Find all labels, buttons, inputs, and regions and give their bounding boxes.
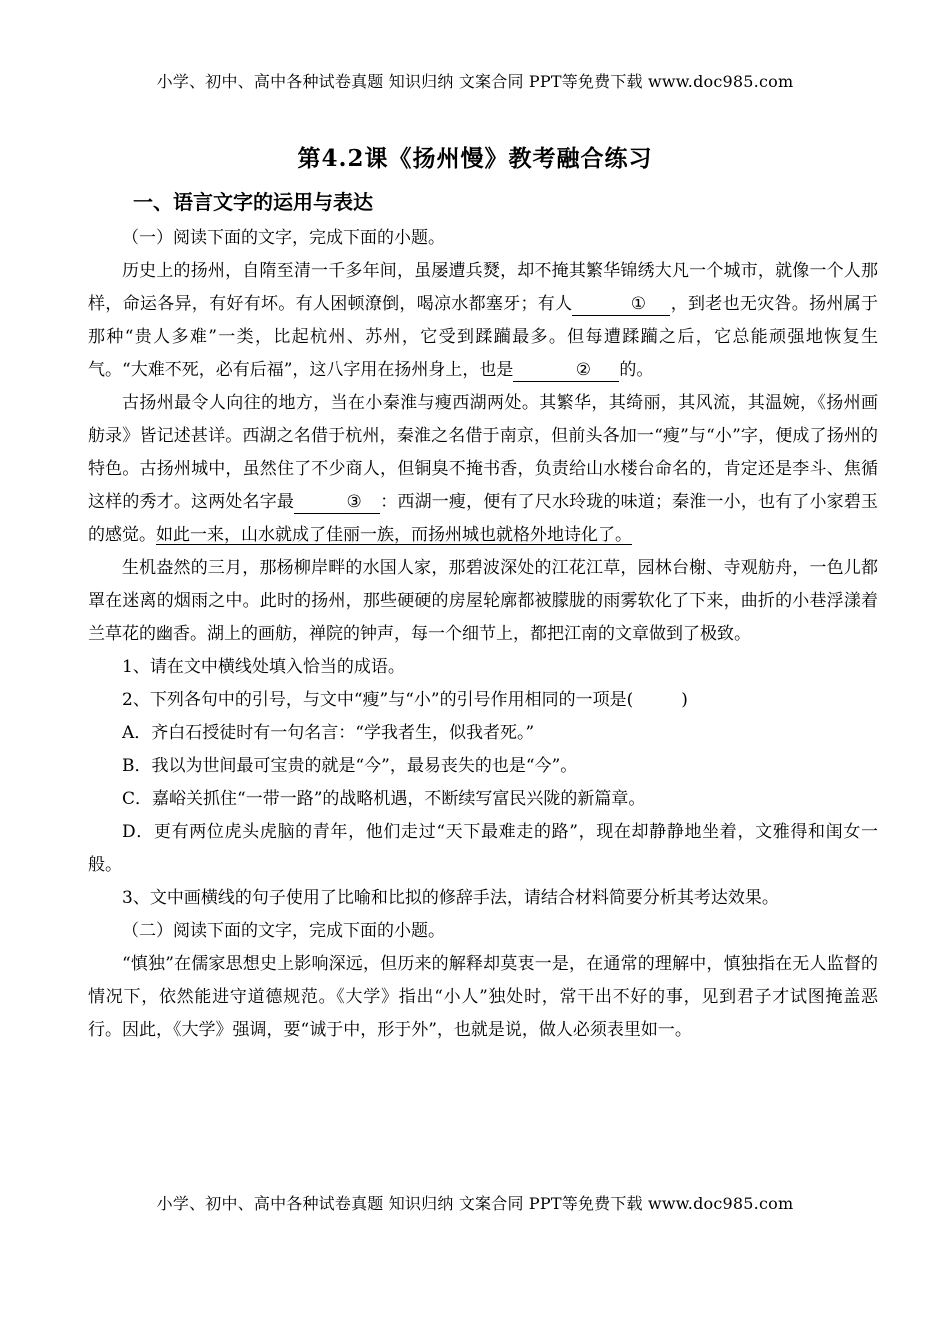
option-c: C．嘉峪关抓住“一带一路”的战略机遇，不断续写富民兴陇的新篇章。 bbox=[122, 789, 646, 809]
part1-heading: （一）阅读下面的文字，完成下面的小题。 bbox=[122, 228, 445, 248]
option-d: D．更有两位虎头虎脑的青年，他们走过“天下最难走的路”，现在却静静地坐着，文雅得和闺女一般。 bbox=[88, 822, 878, 875]
blank-3: ③ bbox=[294, 491, 380, 514]
option-b: B．我以为世间最可宝贵的就是“今”，最易丧失的也是“今”。 bbox=[122, 756, 578, 776]
passage1-paragraph2: 古扬州最令人向往的地方，当在小秦淮与瘦西湖两处。其繁华，其绮丽，其风流，其温婉，《扬州画舫录》皆记述甚详。西湖之名借于杭州，秦淮之名借于南京，但前头各加一“瘦”与“小”字，便成了扬州的特色。古扬州城中，虽然住了不少商人，但铜臭不掩书香，负责给山水楼台命名的，肯定还是李斗、焦循这样的秀才。这两处名字最 ③ ：西湖一瘦，便有了尺水玲珑的味道；秦淮一小，也有了小家碧玉的感觉。如此一来，山水就成了佳丽一族，而扬州城也就格外地诗化了。 bbox=[88, 393, 879, 545]
part2-heading: （二）阅读下面的文字，完成下面的小题。 bbox=[122, 921, 445, 941]
underlined-sentence: 如此一来，山水就成了佳丽一族，而扬州城也就格外地诗化了。 bbox=[156, 525, 632, 545]
passage1-paragraph1: 历史上的扬州，自隋至清一千多年间，虽屡遭兵燹，却不掩其繁华锦绣大凡一个城市，就像一个人那样，命运各异，有好有坏。有人困顿潦倒，喝凉水都塞牙；有人 ① ，到老也无灾咎。扬州属于那种“贵人多难”一类，比起杭州、苏州，它受到蹂躏最多。但每遭蹂躏之后，它总能顽强地恢复生气。“大难不死，必有后福”，这八字用在扬州身上，也是 ② 的。 bbox=[88, 261, 879, 380]
page-header: 小学、初中、高中各种试卷真题 知识归纳 文案合同 PPT等免费下载 www.doc985.com bbox=[156, 72, 794, 91]
page-title: 第4.2课《扬州慢》教考融合练习 bbox=[297, 145, 653, 172]
option-a: A．齐白石授徒时有一句名言：“学我者生，似我者死。” bbox=[122, 723, 535, 743]
question-2: 2、下列各句中的引号，与文中“瘦”与“小”的引号作用相同的一项是( ) bbox=[122, 690, 688, 710]
question-3: 3、文中画横线的句子使用了比喻和比拟的修辞手法，请结合材料简要分析其考达效果。 bbox=[122, 888, 779, 908]
section-heading: 一、语言文字的运用与表达 bbox=[133, 190, 373, 214]
passage2-paragraph1: “慎独”在儒家思想史上影响深远，但历来的解释却莫衷一是，在通常的理解中，慎独指在无人监督的情况下，依然能进守道德规范。《大学》指出“小人”独处时，常干出不好的事，见到君子才试图掩盖恶行。因此，《大学》强调，要“诚于中，形于外”，也就是说，做人必须表里如一。 bbox=[88, 954, 878, 1040]
document-body bbox=[88, 222, 878, 1047]
question-1: 1、请在文中横线处填入恰当的成语。 bbox=[122, 657, 405, 677]
blank-2: ② bbox=[513, 359, 619, 382]
page-footer: 小学、初中、高中各种试卷真题 知识归纳 文案合同 PPT等免费下载 www.doc985.com bbox=[156, 1194, 794, 1213]
passage1-paragraph3: 生机盎然的三月，那杨柳岸畔的水国人家，那碧波深处的江花江草，园林台榭、寺观舫舟，一色儿都罩在迷离的烟雨之中。此时的扬州，那些硬硬的房屋轮廓都被朦胧的雨雾软化了下来，曲折的小巷浮漾着兰草花的幽香。湖上的画舫，禅院的钟声，每一个细节上，都把江南的文章做到了极致。 bbox=[88, 558, 878, 644]
blank-1: ① bbox=[572, 293, 670, 316]
